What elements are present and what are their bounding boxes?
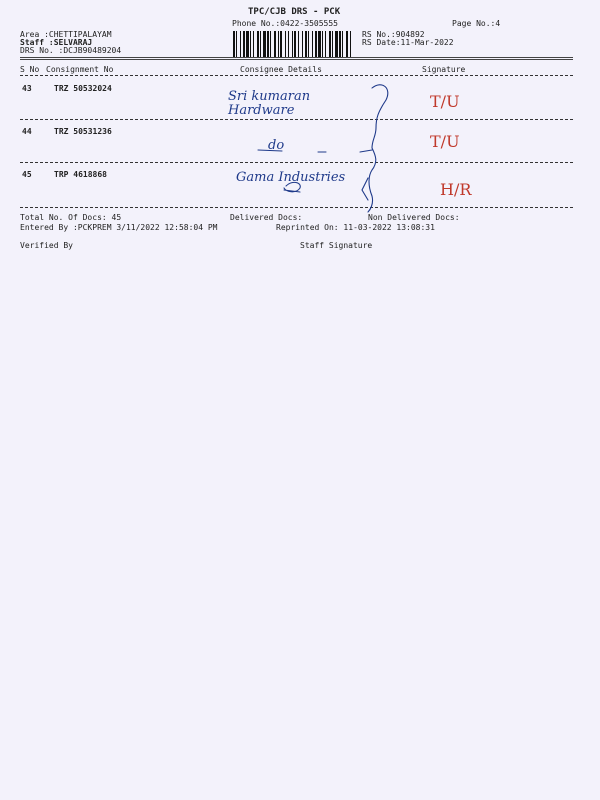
entered-by: Entered By :PCKPREM 3/11/2022 12:58:04 PM	[20, 223, 218, 232]
rs-number: RS No.:904892	[362, 30, 425, 39]
row-sno: 44	[22, 127, 32, 136]
handwritten-status: T/U	[430, 132, 460, 151]
row-sno: 43	[22, 84, 32, 93]
handwritten-status: T/U	[430, 92, 460, 111]
verified-by: Verified By	[20, 241, 73, 250]
handwritten-status: H/R	[440, 180, 472, 199]
handwritten-consignee: do	[268, 138, 285, 153]
reprinted-on: Reprinted On: 11-03-2022 13:08:31	[276, 223, 435, 232]
page-number: Page No.:4	[452, 19, 501, 28]
row-consignment: TRP 4618868	[54, 170, 107, 179]
column-signature: Signature	[422, 65, 466, 74]
handwritten-consignee: Sri kumaran Hardware	[228, 89, 311, 118]
staff-field: Staff :SELVARAJ	[20, 38, 93, 47]
row-consignment: TRZ 50531236	[54, 127, 112, 136]
area-field: Area :CHETTIPALAYAM	[20, 30, 112, 39]
total-docs: Total No. Of Docs: 45	[20, 213, 122, 222]
rs-date: RS Date:11-Mar-2022	[362, 38, 454, 47]
handwriting-layer	[0, 0, 600, 240]
column-consignment: Consignment No	[46, 65, 114, 74]
column-consignee: Consignee Details	[240, 65, 322, 74]
document-title: TPC/CJB DRS - PCK	[248, 7, 341, 17]
row-sno: 45	[22, 170, 32, 179]
row-consignment: TRZ 50532024	[54, 84, 112, 93]
drs-number: DRS No. :DCJB90489204	[20, 46, 122, 55]
non-delivered-docs: Non Delivered Docs:	[368, 213, 460, 222]
staff-signature-label: Staff Signature	[300, 241, 373, 250]
delivered-docs: Delivered Docs:	[230, 213, 303, 222]
column-sno: S No	[20, 65, 40, 74]
phone-number: Phone No.:0422-3505555	[232, 19, 338, 28]
handwritten-consignee: Gama Industries	[236, 170, 346, 185]
